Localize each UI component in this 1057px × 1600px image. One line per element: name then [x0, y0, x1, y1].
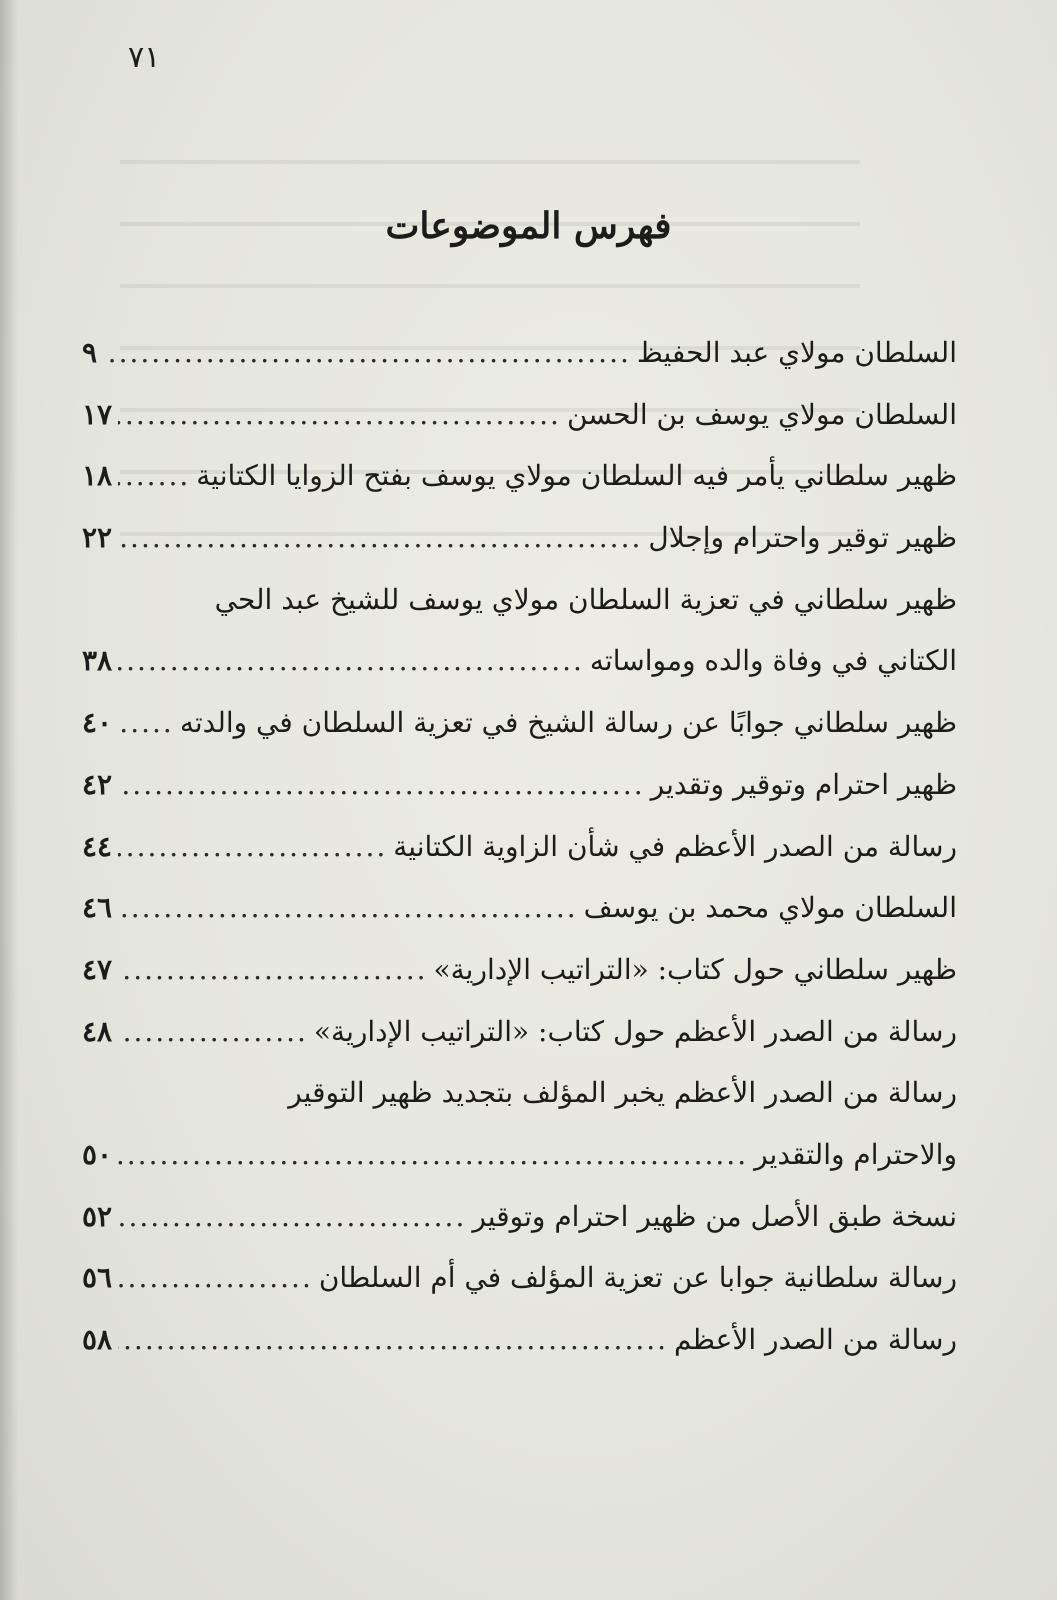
toc-entry: [82, 1001, 957, 1063]
toc-entry: [82, 816, 957, 878]
toc-entry-page: ٤٨: [82, 1014, 113, 1048]
toc-entry-page: ٤٦: [82, 891, 113, 925]
toc-entry-page: ٥٨: [82, 1323, 113, 1356]
toc-entry: [82, 1309, 957, 1371]
toc-entry: [82, 630, 957, 692]
toc-leader-dots: [118, 1309, 668, 1371]
toc-entry-page: ٥٢: [82, 1199, 113, 1233]
toc-entry: [82, 445, 957, 507]
toc-entry-title: رسالة سلطانية جوابا عن تعزية المؤلف في أم السلطان: [318, 1261, 957, 1295]
toc-leader-dots: [118, 877, 578, 939]
toc-entry-title: رسالة من الصدر الأعظم: [674, 1323, 957, 1356]
toc-leader-dots: [118, 754, 645, 816]
toc-entry: [82, 692, 957, 754]
toc-leader-dots: [118, 384, 561, 446]
toc-entry-title: ظهير سلطاني يأمر فيه السلطان مولاي يوسف بفتح الزوايا الكتانية: [196, 459, 957, 493]
toc-entry: [82, 384, 957, 446]
toc-entry-title: السلطان مولاي عبد الحفيظ: [636, 336, 957, 369]
toc-entry-page: ٥٦: [82, 1261, 113, 1295]
toc-entry-title: ظهير سلطاني في تعزية السلطان مولاي يوسف للشيخ عبد الحي: [214, 582, 957, 616]
toc-entry-title: نسخة طبق الأصل من ظهير احترام وتوقير: [472, 1199, 957, 1233]
toc-entry-title: السلطان مولاي يوسف بن الحسن: [566, 397, 957, 431]
toc-leader-dots: [118, 1124, 748, 1186]
toc-entry-page: ٩: [82, 336, 98, 369]
toc-leader-dots: [118, 630, 584, 692]
toc-entry-continued: [82, 1062, 957, 1124]
page-number: ٧١: [128, 40, 161, 75]
toc-entry: [82, 877, 957, 939]
toc-entry-title: ظهير سلطاني حول كتاب: «التراتيب الإدارية»: [433, 952, 957, 986]
toc-leader-dots: [118, 445, 190, 507]
toc-entry-page: ١٨: [82, 459, 113, 493]
toc-entry-title: الكتاني في وفاة والده ومواساته: [589, 644, 957, 678]
toc-entry-title: رسالة من الصدر الأعظم يخبر المؤلف بتجديد ظهير التوقير: [288, 1076, 957, 1110]
toc-leader-dots: [118, 507, 642, 569]
toc-entry-page: ٤٠: [82, 706, 113, 740]
toc-entry-continued: [82, 569, 957, 631]
toc-entry-title: السلطان مولاي محمد بن يوسف: [583, 891, 957, 925]
toc-entry: [82, 1247, 957, 1309]
toc-entry-page: ٢٢: [82, 521, 113, 555]
toc-entry-page: ١٧: [82, 397, 113, 431]
toc-entry-page: ٤٧: [82, 952, 113, 986]
toc-entry-title: والاحترام والتقدير: [754, 1137, 957, 1171]
toc-leader-dots: [118, 1186, 466, 1248]
toc-entry-title: ظهير توقير واحترام وإجلال: [648, 521, 957, 555]
toc-leader-dots: [118, 1001, 308, 1063]
toc-entry-title: ظهير سلطاني جوابًا عن رسالة الشيخ في تعزية السلطان في والدته: [179, 706, 957, 740]
toc-leader-dots: [118, 816, 387, 878]
toc-leader-dots: [118, 692, 174, 754]
toc-entry-page: ٤٤: [82, 829, 113, 863]
toc-entry: [82, 1124, 957, 1186]
toc-leader-dots: [118, 939, 427, 1001]
toc-entry-title: رسالة من الصدر الأعظم في شأن الزاوية الكتانية: [393, 829, 957, 863]
toc-entry-page: ٣٨: [82, 644, 113, 678]
toc-entry: [82, 939, 957, 1001]
toc-entry: [82, 322, 957, 384]
toc-entry-page: ٤٢: [82, 767, 113, 801]
page-title: فهرس الموضوعات: [385, 205, 672, 247]
toc-entry: [82, 507, 957, 569]
toc-leader-dots: [118, 1247, 313, 1309]
toc-leader-dots: [103, 322, 631, 384]
toc-entry-page: ٥٠: [82, 1137, 113, 1171]
table-of-contents: [82, 322, 957, 1371]
toc-entry: [82, 754, 957, 816]
toc-entry-title: ظهير احترام وتوقير وتقدير: [650, 767, 957, 801]
toc-entry-title: رسالة من الصدر الأعظم حول كتاب: «التراتيب الإدارية»: [313, 1014, 957, 1048]
toc-entry: [82, 1186, 957, 1248]
